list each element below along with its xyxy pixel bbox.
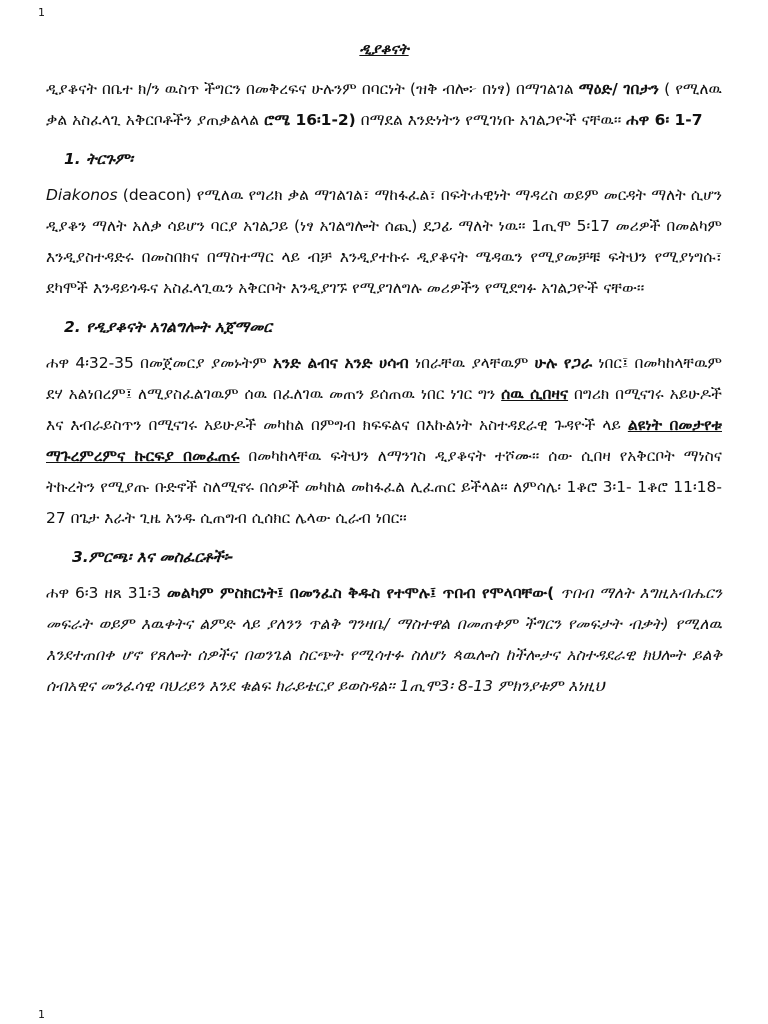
intro-text-3: በማደል እንድነትን የሚገነቡ አገልጋዮች ናቸዉ፡፡ [355, 111, 627, 129]
section-2-heading: 2. የዲያቆናት አገልግሎት አጀማመር [64, 318, 272, 336]
section-1-paragraph [46, 180, 722, 304]
section-3-paragraph [46, 578, 722, 702]
section-2-text-1: ሐዋ 4፡32-35 በመጀመርያ ያመኑትም [46, 354, 273, 372]
greek-term: Diakonos [46, 186, 118, 204]
section-1-text: (deacon) የሚለዉ የግሪክ ቃል ማገልገል፣ ማከፋፈል፣ በፍትሐዊነት ማዳረስ ወይም መርዳት ማለት ሲሆን ዲያቆን ማለት አለቃ ሳይሆን ባርያ አገልጋይ (ነፃ አገልግሎት ሰጪ) ደጋፊ ማለት ነዉ፡፡ 1ጢሞ 5፡17 መሪዎች በመልካም እንዲያስተዳድሩ በመስበክና በማስተማር ላይ ብቻ እንዲያተኩሩ ዲያቆናት ሜዳዉን የሚያመቻቹ ፍትህን የሚያነግሱ፣ ደካሞች እንዳይጎዱና አስፈላጊዉን አቅርቦት እንዲያገኙ የሚያገለግሉ መሪዎችን የሚደግፉ አገልጋዮች ናቸው፡፡ [46, 186, 722, 297]
section-3-bold: መልካም ምስክርነት፤ በመንፈስ ቅዱስ የተሞሉ፤ ጥበብ የሞላባቸው( [166, 584, 555, 602]
intro-reference-romans: ሮሜ 16፡1-2) [264, 111, 356, 129]
section-2-text-4: በግሪክ በሚናገሩ አይሁዶች እና እብራይስጥን በሚናገሩ አይሁዶች መካከል በምግብ ክፍፍልና በእኩልነት አስተዳደራዊ ጉዳዮች ላይ [46, 385, 722, 434]
section-2-text-3: ነበር፤ በመካከላቸዉም ደሃ አልነበረም፤ ለሚያስፈልገዉም ሰዉ በፈለገዉ መጠን ይሰጠዉ ነበር ነገር ግን [46, 354, 722, 403]
section-2-underlined-1: ሰዉ ሲበዛና [501, 385, 569, 403]
document-title: ዲያቆናት [359, 40, 409, 58]
intro-text-1: ዲያቆናት በቤተ ክ/ን ዉስጥ ችግርን በመቅረፍና ሁሉንም በባርነት (ዝቅ ብሎ፦ በነፃ) በማገልገል [46, 80, 579, 98]
section-2-underlined-2: ልዩነት በመታየቱ ማጉረምረምና ኩርፍያ በመፈጠሩ [46, 416, 722, 465]
intro-text-2: ( የሚለዉ ቃል አስፈላጊ አቅርቦቶችን ያጠቃልላል [46, 80, 722, 129]
intro-reference-acts: ሐዋ 6፡ 1-7 [626, 111, 703, 129]
section-3-heading: 3.ምርጫ፡ እና መስፈርቶች፡- [72, 548, 234, 566]
section-3-text-2: ጥበብ ማለት እግዚአብሔርን መፍራት ወይም እዉቀትና ልምድ ላይ ያለንን ጥልቅ ግንዛቤ/ ማስተዋል በመጠቀም ችግርን የመፍታት ብቃት) የሚለዉ እንደተጠበቀ ሆኖ የጸሎት ሰዎችና በወንጌል ስርጭት የሚሳተፉ ስለሆነ ጳዉሎስ ከችሎታና አስተዳደራዊ ክህሎት ይልቅ ሰብአዊና መንፈሳዊ ባህሪይን እንደ ቁልፍ ክራይቴርያ ይወስዳል፡፡ 1ጢሞ3፡ 8-13 ምክንያቱም እነዚህ [46, 584, 722, 695]
section-2-paragraph [46, 348, 722, 534]
document-page [46, 40, 722, 702]
page-number-bottom: 1 [38, 1008, 45, 1021]
section-2-bold-2: ሁሉ የጋራ [534, 354, 593, 372]
intro-paragraph [46, 74, 722, 136]
intro-bold-term: ማዕድ/ ገበታን [578, 80, 660, 98]
section-2-text-2: ነበራቸዉ ያላቸዉም [408, 354, 535, 372]
section-2-text-5: በመካከላቸዉ ፍትህን ለማንገስ ዲያቆናት ተሾሙ፡፡ ሰው ሲበዛ የአቅርቦት ማነስና ትኩረትን የሚያጡ ቡድኖች ስለሚኖሩ በሰዎች መካከል መከፋፈል ሊፈጠር ይችላል፡፡ ለምሳሌ፡ 1ቆሮ 3፡1- 1ቆሮ 11፡18-27 በጌታ እራት ጊዜ አንዱ ሲጠግብ ሲሰክር ሌላው ሲራብ ነበር፡፡ [46, 447, 722, 527]
section-1-heading: 1. ትርጉም፡ [64, 150, 133, 168]
section-3-text-1: ሐዋ 6፡3 ዘጸ 31፡3 [46, 584, 167, 602]
section-2-bold-1: አንድ ልብና አንድ ሀሳብ [272, 354, 409, 372]
page-number-top: 1 [38, 6, 45, 19]
